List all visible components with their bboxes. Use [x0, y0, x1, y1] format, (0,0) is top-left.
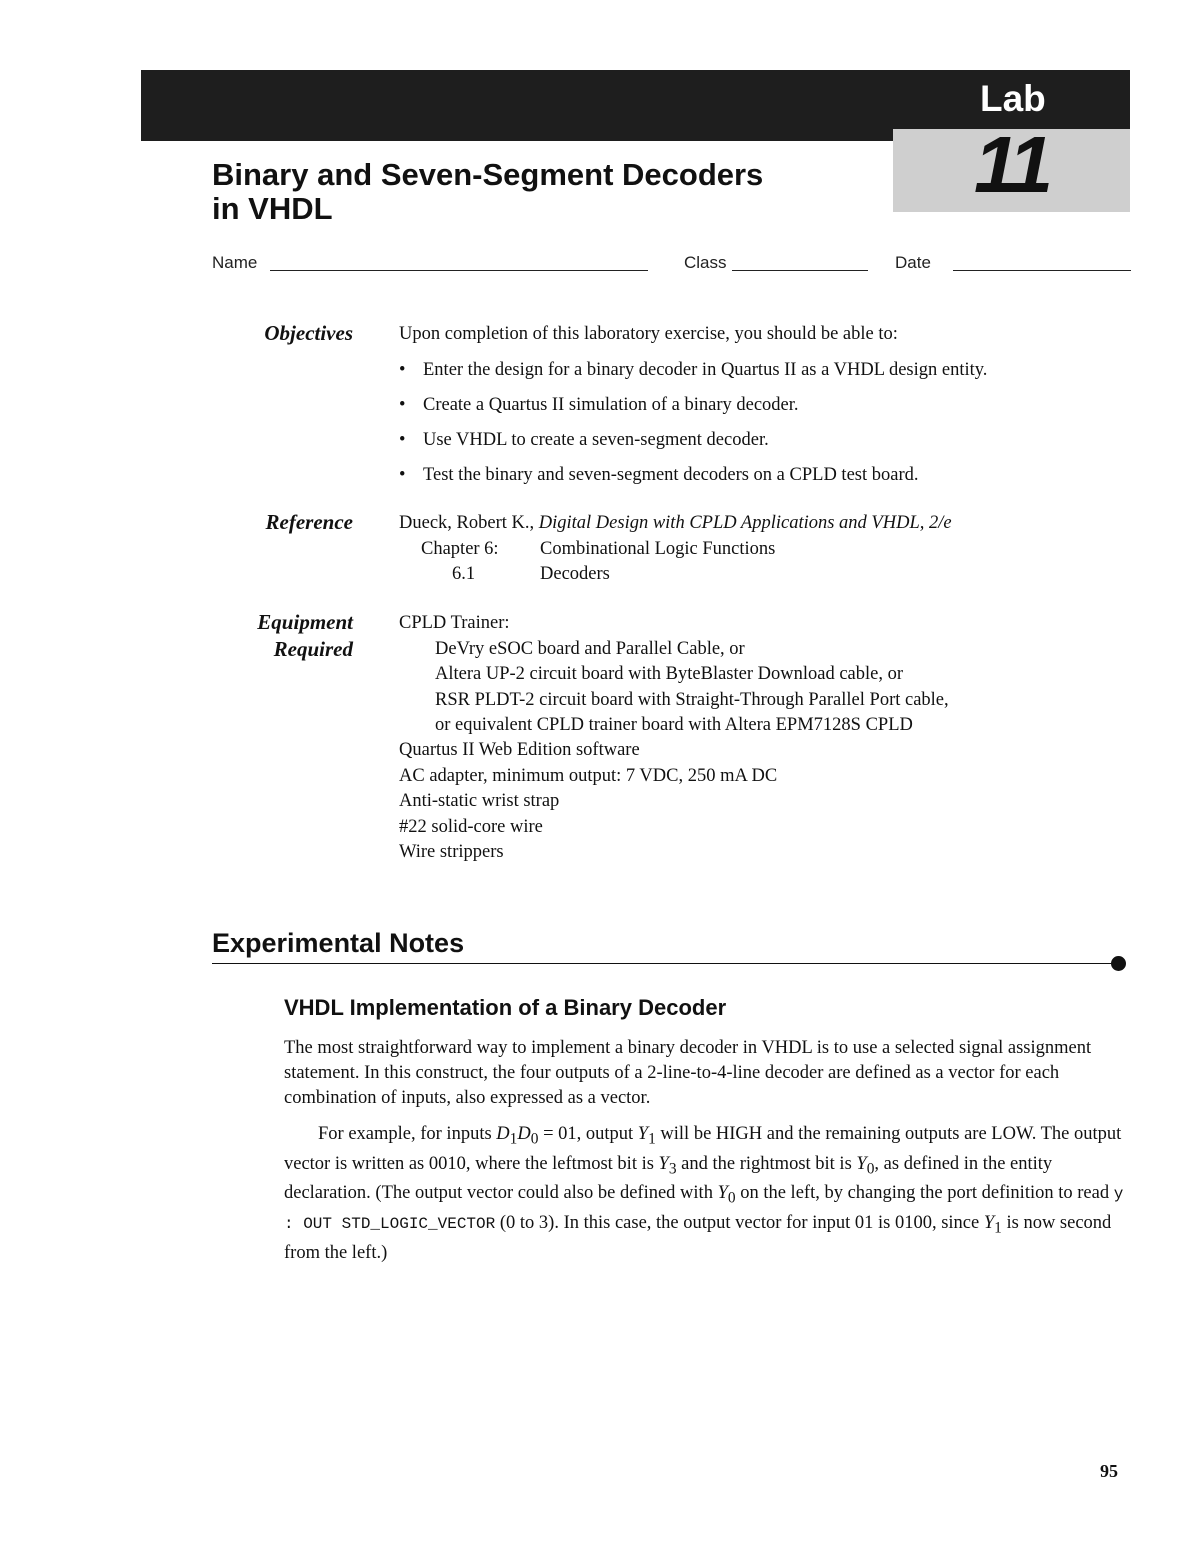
paragraph-1-text: The most straightforward way to implement a binary decoder in VHDL is to use a selected signal assignment statement. In this construct, the four outputs of a 2-line-to-4-line decoder are defined as a vector for each combination of inputs, also expressed as a vector. [284, 1038, 1092, 1108]
class-label: Class [684, 253, 727, 272]
objective-item: • Create a Quartus II simulation of a binary decoder. [399, 395, 799, 416]
reference-citation [399, 513, 952, 534]
var-y: Y [717, 1183, 728, 1204]
text-run: on the left, by changing the port definition to read [735, 1183, 1114, 1204]
objective-item: • Enter the design for a binary decoder in Quartus II as a VHDL design entity. [399, 360, 987, 381]
equipment-trainer-option: Altera UP-2 circuit board with ByteBlaster Download cable, or [435, 664, 904, 684]
class-field[interactable] [732, 270, 868, 271]
reference-chapter-title: Combinational Logic Functions [540, 539, 776, 559]
reference-section-title: Decoders [540, 564, 610, 584]
lab-label: Lab [980, 78, 1046, 119]
reference-section-number: 6.1 [452, 564, 476, 584]
date-field[interactable] [953, 270, 1131, 271]
equipment-heading-line-1: Equipment [257, 610, 353, 634]
reference-heading: Reference [265, 510, 353, 534]
section-rule-dot [1111, 956, 1126, 971]
equipment-item: Wire strippers [399, 842, 504, 862]
equipment-item: Quartus II Web Edition software [399, 740, 640, 760]
subscript: 0 [727, 1190, 736, 1208]
text-run: , as defined in the entity declaration. (The output vector could also be defined with [284, 1153, 1053, 1204]
subscript: 3 [668, 1160, 677, 1178]
text-run: will be HIGH and the remaining outputs are LOW. The output vector is written as 0010, where the leftmost bit is [284, 1124, 1122, 1174]
equipment-trainer-option: RSR PLDT-2 circuit board with Straight-Through Parallel Port cable, [435, 690, 949, 710]
reference-chapter-label: Chapter 6: [421, 539, 499, 559]
text-run: For example, for inputs [318, 1124, 497, 1144]
var-d: D [517, 1124, 531, 1144]
objective-item: • Use VHDL to create a seven-segment decoder. [399, 430, 769, 451]
title-line-1: Binary and Seven-Segment Decoders [212, 157, 764, 192]
equipment-item: #22 solid-core wire [399, 817, 543, 837]
page-number: 95 [1100, 1461, 1118, 1481]
reference-book-title: Digital Design with CPLD Applications and VHDL, 2/e [538, 513, 952, 533]
var-y: Y [856, 1153, 867, 1174]
equipment-trainer: CPLD Trainer: [399, 613, 510, 633]
paragraph-1 [284, 1036, 1134, 1111]
objectives-heading: Objectives [264, 321, 353, 345]
lab-number: 11 [973, 120, 1050, 209]
paragraph-2 [284, 1122, 1134, 1266]
equipment-trainer-option: DeVry eSOC board and Parallel Cable, or [435, 639, 745, 659]
text-run: = 01, output [538, 1124, 638, 1144]
var-y: Y [637, 1124, 649, 1144]
subsection-heading: VHDL Implementation of a Binary Decoder [284, 995, 727, 1020]
name-label: Name [212, 253, 258, 272]
equipment-item: AC adapter, minimum output: 7 VDC, 250 mA DC [399, 766, 778, 786]
name-field[interactable] [270, 270, 648, 271]
section-rule [212, 963, 1118, 964]
subscript: 0 [866, 1160, 875, 1178]
objectives-intro: Upon completion of this laboratory exercise, you should be able to: [399, 324, 898, 344]
equipment-trainer-option: or equivalent CPLD trainer board with Altera EPM7128S CPLD [435, 715, 913, 735]
subscript: 1 [509, 1130, 518, 1148]
objective-item: • Test the binary and seven-segment decoders on a CPLD test board. [399, 465, 919, 486]
text-run: (0 to 3). In this case, the output vector for input 01 is 0100, since [495, 1213, 984, 1234]
equipment-heading [211, 609, 353, 663]
subscript: 1 [994, 1219, 1002, 1237]
date-label: Date [895, 253, 931, 272]
code-snippet: y : OUT STD_LOGIC_VECTOR [284, 1185, 1124, 1234]
equipment-item: Anti-static wrist strap [399, 791, 560, 811]
reference-author: Dueck, Robert K., [399, 513, 539, 533]
section-heading: Experimental Notes [212, 928, 465, 958]
text-run: and the rightmost bit is [676, 1153, 857, 1174]
subscript: 0 [530, 1130, 539, 1148]
title-line-2: in VHDL [212, 191, 333, 226]
var-y: Y [658, 1153, 669, 1174]
page-title [212, 158, 852, 226]
var-d: D [496, 1124, 510, 1144]
text-run: is now second from the left.) [284, 1213, 1112, 1263]
equipment-heading-line-2: Required [273, 637, 353, 661]
subscript: 1 [648, 1130, 656, 1148]
var-y: Y [983, 1213, 995, 1234]
